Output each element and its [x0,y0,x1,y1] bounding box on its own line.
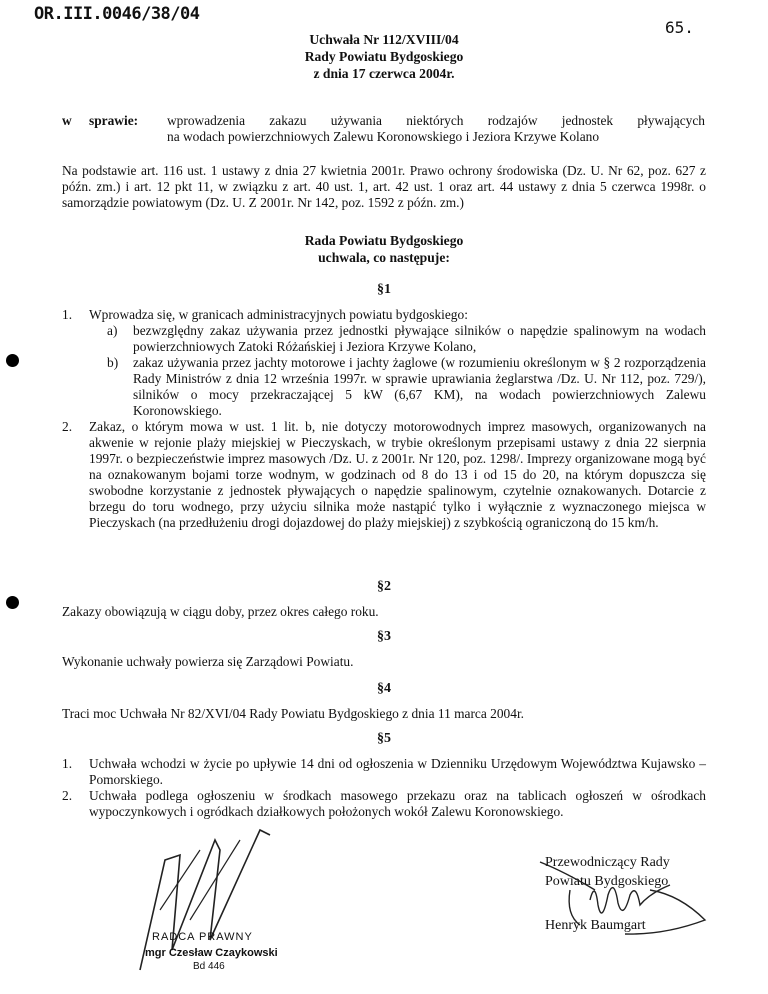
s1-item-1-number: 1. [62,307,73,322]
s1-item-b-text: zakaz używania przez jachty motorowe i jachty żaglowe (w rozumieniu określonym w § 2 rozporządzenia Rady Ministrów z dnia 12 września 1997r. w sprawie uprawiania żeglarstwa /Dz. U. Nr 112, poz. 729/), silników o mocy przekraczającej 5 kW (6,67 KM), na wodach powierzchniowych Zalewu Koronowskiego. [133,355,706,418]
punch-hole-bottom [6,596,19,609]
s1-item-2-text: Zakaz, o którym mowa w ust. 1 lit. b, nie dotyczy motorowodnych imprez masowych, organizowanych na akwenie w rejonie plaży miejskiej w Pieczyskach, w trybie określonym przepisami ustawy z dnia 22 sierpnia 1997r. o bezpieczeństwie imprez masowych /Dz. U. z 2001r. Nr 120, poz. 1298/. Imprezy organizowane mogą być na oznakowanym bojami torze wodnym, w godzinach od 8 do 13 i od 15 do 20, na którym dopuszcza się swobodne korzystanie z jednostek pływających o napędzie spalinowym, czytelnie oznakowanych. Dotarcie z brzegu do toru wodnego, przy użyciu silnika może nastąpić tylko i wyłącznie z wyznaczonego miejsca w Pieczyskach (na przedłużeniu drogi dojazdowej do plaży miejskiej) z szybkością ograniczoną do 15 km/h. [89,419,706,530]
s5-item-1-number: 1. [62,756,73,771]
section-3-text: Wykonanie uchwały powierza się Zarządowi Powiatu. [62,654,354,669]
subject-line-2: na wodach powierzchniowych Zalewu Koronowskiego i Jeziora Krzywe Kolano [167,129,600,144]
chairman-signature [520,850,720,950]
handwritten-reference-number: OR.III.0046/38/04 [34,4,200,24]
chairman-name: Henryk Baumgart [545,918,646,933]
council-name: Rady Powiatu Bydgoskiego [304,49,464,64]
punch-hole-top [6,354,19,367]
s1-item-a-text: bezwzględny zakaz używania przez jednostki pływające silników o napędzie spalinowym na wodach powierzchniowych Zatoki Różańskiej i Jeziora Krzywe Kolano, [133,323,706,354]
subject-prefix: w [62,113,72,128]
stamp-title: RADCA PRAWNY [152,931,253,943]
subject-line-1: wprowadzenia zakazu używania niektórych rodzajów jednostek pływających [167,113,705,128]
s5-item-1-text: Uchwała wchodzi w życie po upływie 14 dni od ogłoszenia w Dzienniku Urzędowym Województwa Kujawsko – Pomorskiego. [89,756,706,787]
council-heading: Rada Powiatu Bydgoskiego [304,233,464,248]
section-1-title: §1 [377,282,391,297]
section-4-title: §4 [377,681,391,696]
s1-item-b-label: b) [107,355,119,370]
legal-basis: Na podstawie art. 116 ust. 1 ustawy z dnia 27 kwietnia 2001r. Prawo ochrony środowiska (Dz. U. Nr 62, poz. 627 z późn. zm.) i art. 12 pkt 11, w związku z art. 40 ust. 1, art. 42 ust. 1 oraz art. 44 ustawy z dnia 5 czerwca 1998r. o samorządzie powiatowym (Dz. U. Z 2001r. Nr 142, poz. 1592 z późn. zm.) [62,163,706,210]
s5-item-2-number: 2. [62,788,73,803]
s5-item-2-text: Uchwała podlega ogłoszeniu w środkach masowego przekazu oraz na tablicach ogłoszeń w ośrodkach wypoczynkowych i ogródkach działkowych położonych wokół Zalewu Koronowskiego. [89,788,706,819]
section-2-text: Zakazy obowiązują w ciągu doby, przez okres całego roku. [62,604,379,619]
section-4-text: Traci moc Uchwała Nr 82/XVI/04 Rady Powiatu Bydgoskiego z dnia 11 marca 2004r. [62,706,525,721]
section-5-title: §5 [377,731,391,746]
section-3-title: §3 [377,629,391,644]
resolution-number: Uchwała Nr 112/XVIII/04 [309,32,459,47]
stamp-name: mgr Czesław Czaykowski [145,947,278,959]
council-resolves: uchwala, co następuje: [318,250,450,265]
resolution-date: z dnia 17 czerwca 2004r. [313,66,455,81]
stamp-registration: Bd 446 [193,961,225,972]
chairman-council: Powiatu Bydgoskiego [545,874,669,889]
s1-item-a-label: a) [107,323,118,338]
s1-item-2-number: 2. [62,419,73,434]
chairman-title: Przewodniczący Rady [545,855,670,870]
handwritten-page-mark: 65. [665,18,694,37]
s1-item-1-text: Wprowadza się, w granicach administracyjnych powiatu bydgoskiego: [89,307,468,322]
section-2-title: §2 [377,579,391,594]
subject-label: sprawie: [89,113,139,128]
